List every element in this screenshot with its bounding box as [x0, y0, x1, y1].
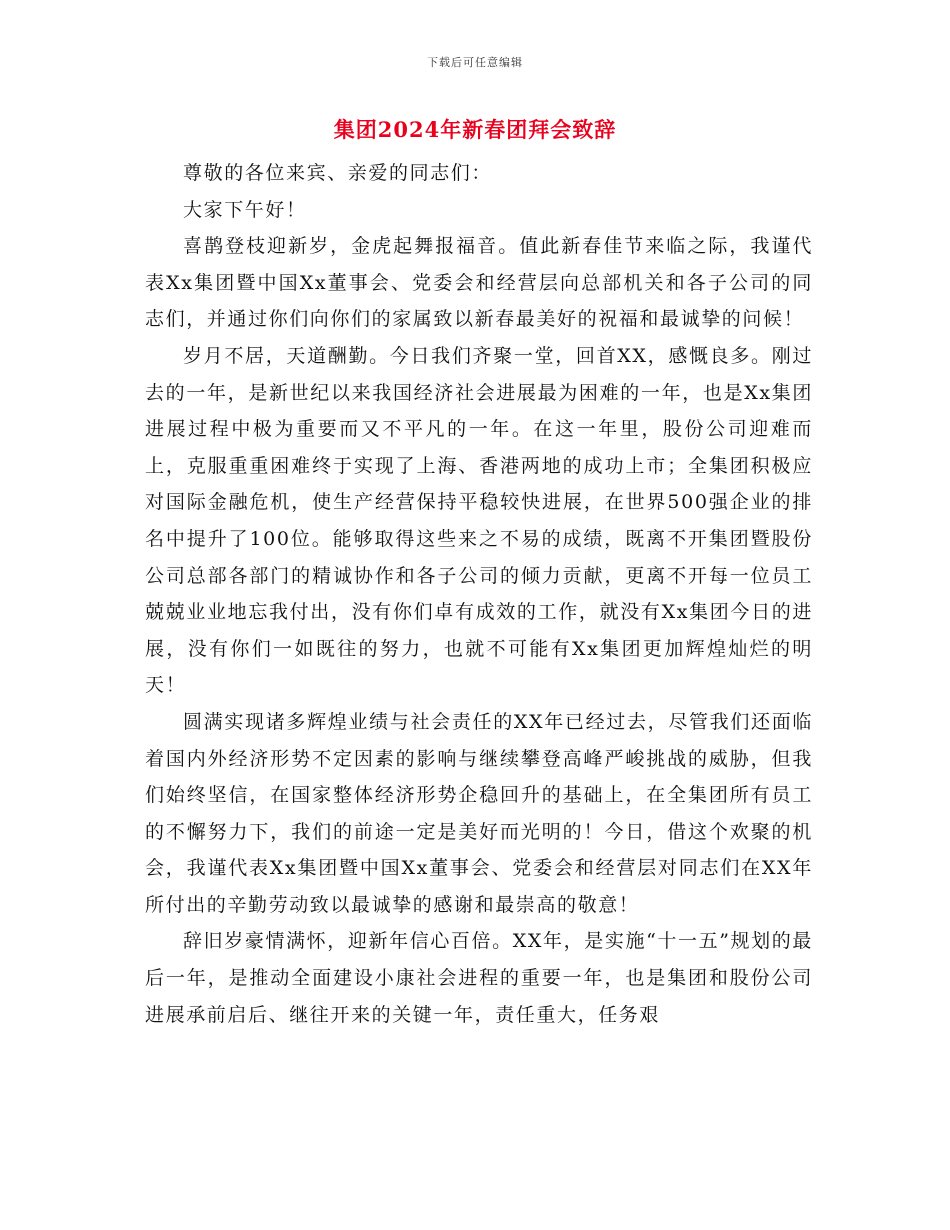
header-note: 下载后可任意编辑	[427, 56, 523, 69]
salutation: 尊敬的各位来宾、亲爱的同志们：	[183, 162, 493, 184]
paragraph: 岁月不居，天道酬勤。今日我们齐聚一堂，回首XX，感慨良多。刚过去的一年，是新世纪以来我国经济社会进展最为困难的一年，也是Xx集团进展过程中极为重要而又不平凡的一年。在这一年里，股份公司迎难而上，克服重重困难终于实现了上海、香港两地的成功上市；全集团积极应对国际金融危机，使生产经营保持平稳较快进展，在世界500强企业的排名中提升了100位。能够取得这些来之不易的成绩，既离不开集团暨股份公司总部各部门的精诚协作和各子公司的倾力贡献，更离不开每一位员工兢兢业业地忘我付出，没有你们卓有成效的工作，就没有Xx集团今日的进展，没有你们一如既往的努力，也就不可能有Xx集团更加辉煌灿烂的明天！	[145, 344, 813, 697]
document-body	[145, 155, 813, 1033]
paragraph: 喜鹊登枝迎新岁，金虎起舞报福音。值此新春佳节来临之际，我谨代表Xx集团暨中国Xx董事会、党委会和经营层向总部机关和各子公司的同志们，并通过你们向你们的家属致以新春最美好的祝福和最诚挚的问候！	[145, 235, 813, 331]
document-title: 集团2024年新春团拜会致辞	[333, 117, 617, 142]
paragraph: 辞旧岁豪情满怀，迎新年信心百倍。XX年，是实施“十一五”规划的最后一年，是推动全面建设小康社会进程的重要一年，也是集团和股份公司进展承前启后、继往开来的关键一年，责任重大，任务艰	[145, 930, 813, 1026]
paragraph: 圆满实现诸多辉煌业绩与社会责任的XX年已经过去，尽管我们还面临着国内外经济形势不定因素的影响与继续攀登高峰严峻挑战的威胁，但我们始终坚信，在国家整体经济形势企稳回升的基础上，在全集团所有员工的不懈努力下，我们的前途一定是美好而光明的！今日，借这个欢聚的机会，我谨代表Xx集团暨中国Xx董事会、党委会和经营层对同志们在XX年所付出的辛勤劳动致以最诚挚的感谢和最崇高的敬意！	[145, 710, 813, 916]
greeting: 大家下午好！	[183, 198, 307, 221]
